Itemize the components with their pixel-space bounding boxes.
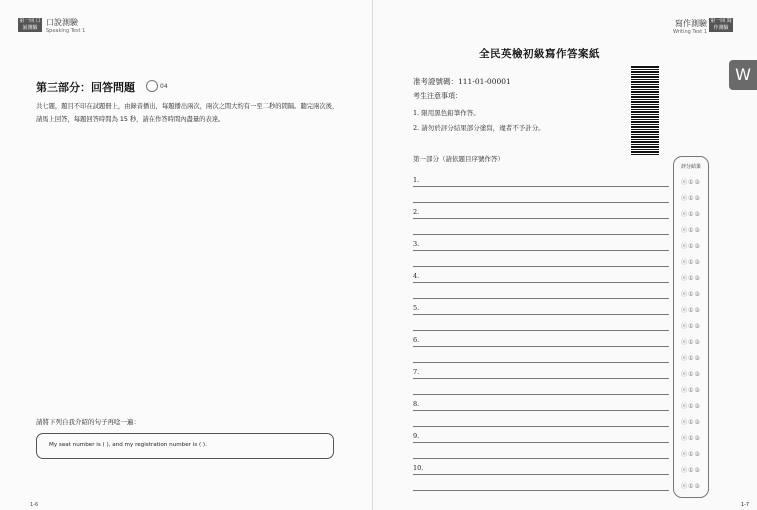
score-mark: ⓪①②	[681, 419, 701, 426]
score-mark: ⓪①②	[681, 179, 701, 186]
question-number: 2.	[413, 208, 420, 216]
header-tag: 第一回 寫作測驗	[710, 18, 732, 31]
score-mark: ⓪①②	[681, 243, 701, 250]
score-mark: ⓪①②	[681, 227, 701, 234]
header-title: 口說測驗	[46, 18, 78, 27]
instructions: 共七題，題目不印在試題冊上，由錄音播出，每題播出兩次，兩次之間大約有一至二秒的間隔。聽完兩次後，請馬上回答，每題回答時間為 15 秒，請在作答時間內盡量的表達。	[36, 103, 339, 123]
sentence: My seat number is ( ), and my registration number is ( ).	[49, 442, 207, 448]
header-text	[673, 18, 707, 35]
header-subtitle: Writing Test 1	[672, 29, 707, 35]
writing-side-tab: W	[729, 60, 757, 90]
question-number: 10.	[413, 464, 424, 472]
score-mark: ⓪①②	[681, 339, 701, 346]
score-mark: ⓪①②	[681, 195, 701, 202]
header-subtitle: Speaking Test 1	[46, 28, 86, 34]
question-number: 4.	[413, 272, 420, 280]
score-mark: ⓪①②	[681, 323, 701, 330]
question-number: 9.	[413, 432, 420, 440]
answer-line[interactable]	[413, 250, 669, 251]
answer-line[interactable]	[413, 298, 669, 299]
right-page	[372, 0, 757, 510]
answer-line[interactable]	[413, 282, 669, 283]
score-mark: ⓪①②	[681, 307, 701, 314]
score-mark: ⓪①②	[681, 403, 701, 410]
answer-line[interactable]	[413, 218, 669, 219]
question-number: 6.	[413, 336, 420, 344]
score-mark: ⓪①②	[681, 275, 701, 282]
question-number: 7.	[413, 368, 420, 376]
answer-line[interactable]	[413, 426, 669, 427]
score-mark: ⓪①②	[681, 211, 701, 218]
question-number: 1.	[413, 176, 420, 184]
answer-line[interactable]	[413, 186, 669, 187]
score-mark: ⓪①②	[681, 291, 701, 298]
header-text	[46, 17, 85, 34]
answer-line[interactable]	[413, 330, 669, 331]
answer-line[interactable]	[413, 266, 669, 267]
audio-track-icon	[146, 80, 158, 92]
section-title: 第三部分：回答問題	[36, 81, 135, 94]
sentence-box	[36, 433, 334, 459]
exam-number: 准考證號碼：111-01-00001	[413, 77, 511, 86]
score-mark: ⓪①②	[681, 467, 701, 474]
notice-heading: 考生注意事項：	[413, 92, 462, 100]
page-number: 1-6	[30, 502, 39, 508]
answer-line[interactable]	[413, 202, 669, 203]
prompt: 請將下列自我介紹的句子再唸一遍：	[36, 418, 140, 426]
score-mark: ⓪①②	[681, 371, 701, 378]
question-number: 5.	[413, 304, 420, 312]
answer-line[interactable]	[413, 394, 669, 395]
page-number: 1-7	[740, 502, 749, 508]
answer-line[interactable]	[413, 346, 669, 347]
score-mark: ⓪①②	[681, 355, 701, 362]
question-number: 3.	[413, 240, 420, 248]
score-mark: ⓪①②	[681, 451, 701, 458]
score-header: 評分結果	[680, 164, 701, 170]
notice-item: 1. 限用黑色鉛筆作答。	[413, 109, 480, 117]
score-mark: ⓪①②	[681, 259, 701, 266]
answer-line[interactable]	[413, 442, 669, 443]
form-title: 全民英檢初級寫作答案紙	[479, 48, 600, 60]
header-title: 寫作測驗	[675, 19, 707, 28]
answer-line[interactable]	[413, 410, 669, 411]
answer-line[interactable]	[413, 490, 669, 491]
question-number: 8.	[413, 400, 420, 408]
answer-line[interactable]	[413, 234, 669, 235]
notice-item: 2. 請勿於評分結果部分塗寫，違者不予計分。	[413, 124, 545, 132]
answer-line[interactable]	[413, 458, 669, 459]
track-number: 04	[160, 83, 168, 90]
part1-label: 第一部分（請依題目序號作答）	[413, 155, 504, 163]
header-tag: 第一回 口說測驗	[19, 18, 41, 31]
answer-line[interactable]	[413, 314, 669, 315]
score-mark: ⓪①②	[681, 435, 701, 442]
score-mark: ⓪①②	[681, 387, 701, 394]
answer-line[interactable]	[413, 378, 669, 379]
score-mark: ⓪①②	[681, 483, 701, 490]
left-page	[0, 0, 372, 510]
answer-line[interactable]	[413, 362, 669, 363]
answer-line[interactable]	[413, 474, 669, 475]
score-column	[673, 156, 709, 498]
barcode-icon	[631, 65, 659, 155]
